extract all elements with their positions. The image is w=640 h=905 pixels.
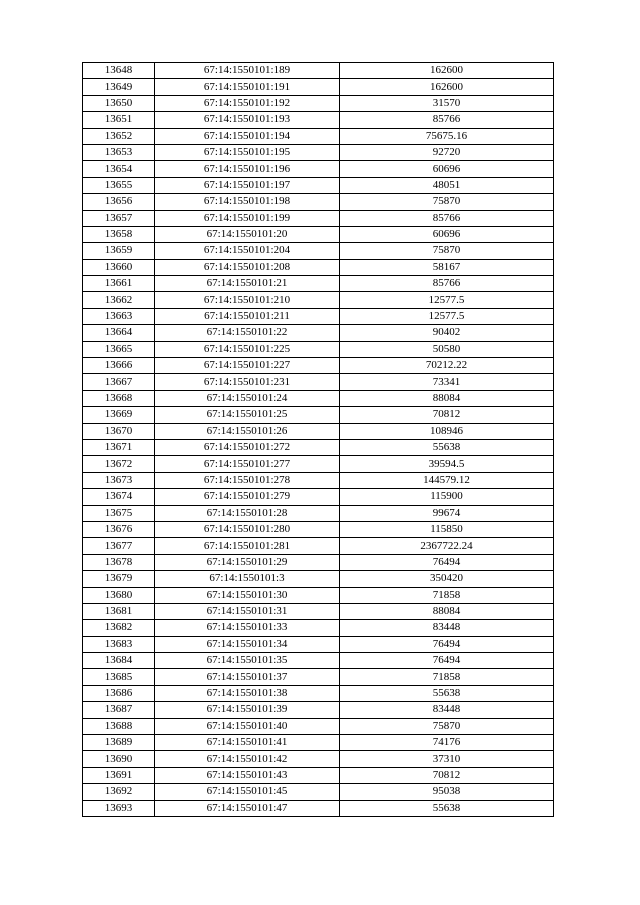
row-number-cell: 13653 bbox=[83, 144, 155, 160]
cadastral-number-cell: 67:14:1550101:210 bbox=[155, 292, 340, 308]
row-number-cell: 13655 bbox=[83, 177, 155, 193]
row-number-cell: 13664 bbox=[83, 325, 155, 341]
table-row bbox=[83, 407, 554, 423]
value-cell: 85766 bbox=[340, 276, 554, 292]
value-cell: 76494 bbox=[340, 653, 554, 669]
value-cell: 76494 bbox=[340, 636, 554, 652]
cadastral-number-cell: 67:14:1550101:191 bbox=[155, 79, 340, 95]
value-cell: 75870 bbox=[340, 718, 554, 734]
cadastral-number-cell: 67:14:1550101:194 bbox=[155, 128, 340, 144]
value-cell: 88084 bbox=[340, 390, 554, 406]
value-cell: 75675.16 bbox=[340, 128, 554, 144]
value-cell: 75870 bbox=[340, 194, 554, 210]
table-row bbox=[83, 177, 554, 193]
row-number-cell: 13674 bbox=[83, 489, 155, 505]
table-row bbox=[83, 784, 554, 800]
value-cell: 39594.5 bbox=[340, 456, 554, 472]
table-row bbox=[83, 751, 554, 767]
cadastral-number-cell: 67:14:1550101:278 bbox=[155, 472, 340, 488]
cadastral-number-cell: 67:14:1550101:37 bbox=[155, 669, 340, 685]
row-number-cell: 13689 bbox=[83, 735, 155, 751]
value-cell: 85766 bbox=[340, 112, 554, 128]
cadastral-number-cell: 67:14:1550101:225 bbox=[155, 341, 340, 357]
cadastral-number-cell: 67:14:1550101:193 bbox=[155, 112, 340, 128]
cadastral-number-cell: 67:14:1550101:208 bbox=[155, 259, 340, 275]
table-row bbox=[83, 308, 554, 324]
row-number-cell: 13684 bbox=[83, 653, 155, 669]
value-cell: 71858 bbox=[340, 669, 554, 685]
value-cell: 55638 bbox=[340, 685, 554, 701]
row-number-cell: 13651 bbox=[83, 112, 155, 128]
table-row bbox=[83, 243, 554, 259]
value-cell: 75870 bbox=[340, 243, 554, 259]
cadastral-number-cell: 67:14:1550101:33 bbox=[155, 620, 340, 636]
value-cell: 95038 bbox=[340, 784, 554, 800]
table-row bbox=[83, 226, 554, 242]
table-row bbox=[83, 161, 554, 177]
value-cell: 12577.5 bbox=[340, 308, 554, 324]
row-number-cell: 13652 bbox=[83, 128, 155, 144]
value-cell: 350420 bbox=[340, 571, 554, 587]
row-number-cell: 13659 bbox=[83, 243, 155, 259]
row-number-cell: 13679 bbox=[83, 571, 155, 587]
value-cell: 115850 bbox=[340, 521, 554, 537]
table-row bbox=[83, 63, 554, 79]
table-row bbox=[83, 767, 554, 783]
value-cell: 115900 bbox=[340, 489, 554, 505]
cadastral-number-cell: 67:14:1550101:196 bbox=[155, 161, 340, 177]
cadastral-number-cell: 67:14:1550101:29 bbox=[155, 554, 340, 570]
table-row bbox=[83, 259, 554, 275]
value-cell: 90402 bbox=[340, 325, 554, 341]
table-row bbox=[83, 112, 554, 128]
table-row bbox=[83, 718, 554, 734]
table-row bbox=[83, 620, 554, 636]
row-number-cell: 13668 bbox=[83, 390, 155, 406]
cadastral-number-cell: 67:14:1550101:35 bbox=[155, 653, 340, 669]
table-body bbox=[83, 63, 554, 817]
row-number-cell: 13692 bbox=[83, 784, 155, 800]
row-number-cell: 13669 bbox=[83, 407, 155, 423]
value-cell: 88084 bbox=[340, 603, 554, 619]
row-number-cell: 13677 bbox=[83, 538, 155, 554]
table-row bbox=[83, 210, 554, 226]
value-cell: 85766 bbox=[340, 210, 554, 226]
table-row bbox=[83, 554, 554, 570]
row-number-cell: 13681 bbox=[83, 603, 155, 619]
cadastral-number-cell: 67:14:1550101:45 bbox=[155, 784, 340, 800]
cadastral-number-cell: 67:14:1550101:39 bbox=[155, 702, 340, 718]
cadastral-number-cell: 67:14:1550101:30 bbox=[155, 587, 340, 603]
row-number-cell: 13654 bbox=[83, 161, 155, 177]
table-row bbox=[83, 276, 554, 292]
cadastral-number-cell: 67:14:1550101:280 bbox=[155, 521, 340, 537]
cadastral-number-cell: 67:14:1550101:42 bbox=[155, 751, 340, 767]
value-cell: 83448 bbox=[340, 702, 554, 718]
value-cell: 31570 bbox=[340, 95, 554, 111]
row-number-cell: 13675 bbox=[83, 505, 155, 521]
table-row bbox=[83, 439, 554, 455]
cadastral-number-cell: 67:14:1550101:281 bbox=[155, 538, 340, 554]
table-row bbox=[83, 603, 554, 619]
value-cell: 70212.22 bbox=[340, 358, 554, 374]
row-number-cell: 13673 bbox=[83, 472, 155, 488]
row-number-cell: 13657 bbox=[83, 210, 155, 226]
row-number-cell: 13666 bbox=[83, 358, 155, 374]
row-number-cell: 13661 bbox=[83, 276, 155, 292]
table-row bbox=[83, 472, 554, 488]
value-cell: 48051 bbox=[340, 177, 554, 193]
cadastral-number-cell: 67:14:1550101:31 bbox=[155, 603, 340, 619]
row-number-cell: 13687 bbox=[83, 702, 155, 718]
row-number-cell: 13682 bbox=[83, 620, 155, 636]
row-number-cell: 13678 bbox=[83, 554, 155, 570]
cadastral-number-cell: 67:14:1550101:231 bbox=[155, 374, 340, 390]
value-cell: 50580 bbox=[340, 341, 554, 357]
table-row bbox=[83, 423, 554, 439]
cadastral-number-cell: 67:14:1550101:40 bbox=[155, 718, 340, 734]
value-cell: 99674 bbox=[340, 505, 554, 521]
table-row bbox=[83, 505, 554, 521]
row-number-cell: 13686 bbox=[83, 685, 155, 701]
cadastral-number-cell: 67:14:1550101:47 bbox=[155, 800, 340, 816]
row-number-cell: 13671 bbox=[83, 439, 155, 455]
table-row bbox=[83, 521, 554, 537]
value-cell: 70812 bbox=[340, 767, 554, 783]
value-cell: 74176 bbox=[340, 735, 554, 751]
row-number-cell: 13648 bbox=[83, 63, 155, 79]
table-row bbox=[83, 374, 554, 390]
table-row bbox=[83, 390, 554, 406]
table-row bbox=[83, 489, 554, 505]
cadastral-number-cell: 67:14:1550101:38 bbox=[155, 685, 340, 701]
row-number-cell: 13662 bbox=[83, 292, 155, 308]
cadastral-number-cell: 67:14:1550101:34 bbox=[155, 636, 340, 652]
value-cell: 71858 bbox=[340, 587, 554, 603]
table-row bbox=[83, 685, 554, 701]
cadastral-number-cell: 67:14:1550101:189 bbox=[155, 63, 340, 79]
row-number-cell: 13690 bbox=[83, 751, 155, 767]
value-cell: 144579.12 bbox=[340, 472, 554, 488]
table-row bbox=[83, 800, 554, 816]
value-cell: 70812 bbox=[340, 407, 554, 423]
table-row bbox=[83, 571, 554, 587]
value-cell: 60696 bbox=[340, 226, 554, 242]
row-number-cell: 13688 bbox=[83, 718, 155, 734]
row-number-cell: 13676 bbox=[83, 521, 155, 537]
row-number-cell: 13670 bbox=[83, 423, 155, 439]
cadastral-number-cell: 67:14:1550101:277 bbox=[155, 456, 340, 472]
row-number-cell: 13691 bbox=[83, 767, 155, 783]
table-row bbox=[83, 292, 554, 308]
cadastral-number-cell: 67:14:1550101:28 bbox=[155, 505, 340, 521]
table-row bbox=[83, 194, 554, 210]
table-row bbox=[83, 456, 554, 472]
row-number-cell: 13660 bbox=[83, 259, 155, 275]
table-row bbox=[83, 669, 554, 685]
table-row bbox=[83, 79, 554, 95]
cadastral-number-cell: 67:14:1550101:199 bbox=[155, 210, 340, 226]
cadastral-number-cell: 67:14:1550101:279 bbox=[155, 489, 340, 505]
table-row bbox=[83, 358, 554, 374]
cadastral-number-cell: 67:14:1550101:20 bbox=[155, 226, 340, 242]
table-row bbox=[83, 636, 554, 652]
table-row bbox=[83, 702, 554, 718]
cadastral-number-cell: 67:14:1550101:195 bbox=[155, 144, 340, 160]
row-number-cell: 13656 bbox=[83, 194, 155, 210]
value-cell: 55638 bbox=[340, 439, 554, 455]
table-row bbox=[83, 735, 554, 751]
row-number-cell: 13663 bbox=[83, 308, 155, 324]
value-cell: 58167 bbox=[340, 259, 554, 275]
value-cell: 83448 bbox=[340, 620, 554, 636]
value-cell: 60696 bbox=[340, 161, 554, 177]
cadastral-number-cell: 67:14:1550101:197 bbox=[155, 177, 340, 193]
row-number-cell: 13683 bbox=[83, 636, 155, 652]
value-cell: 73341 bbox=[340, 374, 554, 390]
cadastral-number-cell: 67:14:1550101:3 bbox=[155, 571, 340, 587]
cadastral-number-cell: 67:14:1550101:21 bbox=[155, 276, 340, 292]
value-cell: 108946 bbox=[340, 423, 554, 439]
table-row bbox=[83, 144, 554, 160]
value-cell: 2367722.24 bbox=[340, 538, 554, 554]
row-number-cell: 13658 bbox=[83, 226, 155, 242]
cadastral-value-table bbox=[82, 62, 554, 817]
value-cell: 76494 bbox=[340, 554, 554, 570]
value-cell: 12577.5 bbox=[340, 292, 554, 308]
row-number-cell: 13680 bbox=[83, 587, 155, 603]
table-row bbox=[83, 341, 554, 357]
cadastral-number-cell: 67:14:1550101:41 bbox=[155, 735, 340, 751]
table-row bbox=[83, 538, 554, 554]
table-row bbox=[83, 325, 554, 341]
value-cell: 37310 bbox=[340, 751, 554, 767]
cadastral-number-cell: 67:14:1550101:22 bbox=[155, 325, 340, 341]
table-row bbox=[83, 128, 554, 144]
cadastral-number-cell: 67:14:1550101:26 bbox=[155, 423, 340, 439]
table-row bbox=[83, 95, 554, 111]
cadastral-number-cell: 67:14:1550101:204 bbox=[155, 243, 340, 259]
row-number-cell: 13649 bbox=[83, 79, 155, 95]
table-row bbox=[83, 653, 554, 669]
row-number-cell: 13693 bbox=[83, 800, 155, 816]
row-number-cell: 13665 bbox=[83, 341, 155, 357]
value-cell: 92720 bbox=[340, 144, 554, 160]
cadastral-number-cell: 67:14:1550101:272 bbox=[155, 439, 340, 455]
row-number-cell: 13650 bbox=[83, 95, 155, 111]
cadastral-number-cell: 67:14:1550101:198 bbox=[155, 194, 340, 210]
cadastral-number-cell: 67:14:1550101:211 bbox=[155, 308, 340, 324]
value-cell: 55638 bbox=[340, 800, 554, 816]
value-cell: 162600 bbox=[340, 79, 554, 95]
value-cell: 162600 bbox=[340, 63, 554, 79]
cadastral-number-cell: 67:14:1550101:227 bbox=[155, 358, 340, 374]
row-number-cell: 13672 bbox=[83, 456, 155, 472]
cadastral-number-cell: 67:14:1550101:25 bbox=[155, 407, 340, 423]
row-number-cell: 13685 bbox=[83, 669, 155, 685]
table-row bbox=[83, 587, 554, 603]
cadastral-number-cell: 67:14:1550101:43 bbox=[155, 767, 340, 783]
row-number-cell: 13667 bbox=[83, 374, 155, 390]
cadastral-number-cell: 67:14:1550101:24 bbox=[155, 390, 340, 406]
cadastral-number-cell: 67:14:1550101:192 bbox=[155, 95, 340, 111]
